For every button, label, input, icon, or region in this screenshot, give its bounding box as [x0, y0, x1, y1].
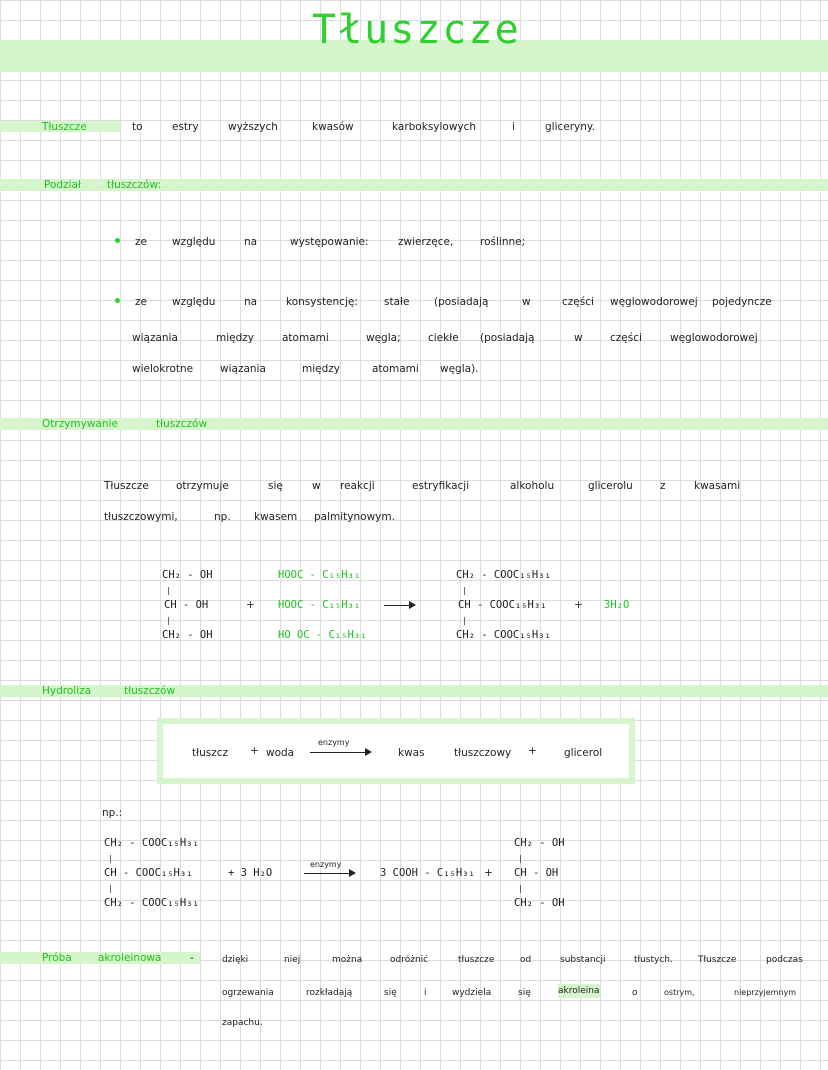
bullet2-word: węglowodorowej — [670, 332, 758, 344]
scheme-word: woda — [266, 747, 295, 759]
proba-heading: Próba — [42, 952, 72, 964]
bond-mark: | — [462, 586, 467, 595]
hydroliza-heading: Hydroliza — [42, 685, 92, 697]
page-title: Tłuszcze — [312, 7, 521, 53]
bullet2-word: węglowodorowej — [610, 296, 698, 308]
bullet2-word: atomami — [282, 332, 329, 344]
otrzymywanie-word: kwasami — [694, 480, 741, 492]
reaction-formula: CH₂ - OH — [514, 897, 565, 909]
proba-word: dzięki — [222, 955, 249, 965]
bullet2-word: węgla). — [440, 363, 479, 375]
proba-word: nieprzyjemnym — [734, 988, 797, 997]
otrzymywanie-heading: Otrzymywanie — [42, 418, 118, 430]
bullet2-word: atomami — [372, 363, 419, 375]
proba-word: się — [384, 988, 397, 998]
reaction-arrow — [384, 605, 414, 606]
bullet2-word: (posiadają — [434, 296, 489, 308]
otrzymywanie-word: z — [660, 480, 666, 492]
bond-mark: | — [166, 616, 171, 625]
hydroliza-heading-2: tłuszczów — [124, 685, 176, 697]
water-product: 3H₂O — [604, 599, 630, 611]
reaction-formula: CH₂ - COOC₁₅H₃₁ — [104, 837, 199, 849]
bullet1-word: ze — [135, 236, 147, 248]
otrzymywanie-band — [0, 418, 828, 430]
otrzymywanie-word: palmitynowym. — [314, 511, 395, 523]
otrzymywanie-word: reakcji — [340, 480, 375, 492]
definition-word: to — [132, 121, 143, 133]
plus-sign: + — [250, 745, 259, 757]
bullet2-word: konsystencję: — [286, 296, 358, 308]
proba-word: zapachu. — [222, 1018, 263, 1028]
bullet2-word: stałe — [384, 296, 410, 308]
bond-mark: | — [518, 884, 523, 893]
reaction-formula: 3 COOH - C₁₅H₃₁ — [380, 867, 475, 879]
reaction-formula: CH - COOC₁₅H₃₁ — [104, 867, 193, 879]
bullet-dot — [115, 238, 120, 243]
proba-word: o — [632, 988, 638, 998]
plus-sign: + — [528, 745, 537, 757]
reaction-formula: HOOC - C₁₅H₃₁ — [278, 569, 361, 581]
proba-heading-2: akroleinowa — [98, 952, 162, 964]
bullet2-word: między — [216, 332, 254, 344]
otrzymywanie-word: tłuszczowymi, — [104, 511, 178, 523]
plus-sign: + — [246, 599, 255, 611]
reaction-arrow — [304, 873, 354, 874]
bullet2-word: węgla; — [366, 332, 401, 344]
proba-word: i — [424, 988, 427, 998]
reaction-formula: HOOC - C₁₅H₃₁ — [278, 599, 361, 611]
bullet2-word: części — [562, 296, 594, 308]
plus-sign: + — [484, 867, 493, 879]
scheme-word: glicerol — [564, 747, 603, 759]
reaction-formula: CH - OH — [164, 599, 209, 611]
bullet2-word: między — [302, 363, 340, 375]
proba-word: ogrzewania — [222, 988, 274, 998]
proba-word: od — [520, 955, 532, 965]
bullet2-word: na — [244, 296, 258, 308]
proba-word: substancji — [560, 955, 606, 965]
bullet2-word: w — [522, 296, 531, 308]
scheme-word: kwas — [398, 747, 425, 759]
bullet2-word: wielokrotne — [132, 363, 194, 375]
scheme-arrow — [310, 752, 370, 753]
otrzymywanie-word: estryfikacji — [412, 480, 470, 492]
arrow-label: enzymy — [310, 860, 342, 869]
dash: - — [190, 952, 194, 964]
water-reactant: + 3 H₂O — [228, 867, 273, 879]
bullet2-word: względu — [172, 296, 216, 308]
podzial-heading-2: tłuszczów: — [107, 179, 161, 191]
otrzymywanie-heading-2: tłuszczów — [156, 418, 208, 430]
arrow-label: enzymy — [318, 738, 350, 747]
bullet2-word: ze — [135, 296, 147, 308]
scheme-word: tłuszczowy — [454, 747, 512, 759]
proba-word: ostrym, — [664, 988, 695, 997]
bullet2-word: pojedyncze — [712, 296, 772, 308]
bullet2-word: w — [574, 332, 583, 344]
reaction-formula: CH₂ - OH — [162, 629, 213, 641]
bullet2-word: wiązania — [220, 363, 266, 375]
otrzymywanie-word: kwasem — [254, 511, 298, 523]
reaction-formula: HO OC - C₁₅H₃₁ — [278, 629, 367, 641]
bullet-dot — [115, 298, 120, 303]
definition-word: i — [512, 121, 515, 133]
definition-word: kwasów — [312, 121, 354, 133]
otrzymywanie-word: otrzymuje — [176, 480, 229, 492]
reaction-formula: CH₂ - COOC₁₅H₃₁ — [104, 897, 199, 909]
proba-word: tłuszcze — [458, 955, 495, 965]
proba-word: Tłuszcze — [698, 955, 737, 965]
bond-mark: | — [166, 586, 171, 595]
otrzymywanie-word: w — [312, 480, 321, 492]
bullet1-word: na — [244, 236, 258, 248]
otrzymywanie-word: alkoholu — [510, 480, 555, 492]
proba-word: się — [518, 988, 531, 998]
bond-mark: | — [108, 884, 113, 893]
bond-mark: | — [518, 854, 523, 863]
definition-word: karboksylowych — [392, 121, 477, 133]
definition-word: estry — [172, 121, 199, 133]
bullet1-word: występowanie: — [290, 236, 369, 248]
reaction-formula: CH₂ - COOC₁₅H₃₁ — [456, 569, 551, 581]
otrzymywanie-word: się — [268, 480, 283, 492]
proba-word: podczas — [766, 955, 803, 965]
bullet1-word: roślinne; — [480, 236, 526, 248]
bullet2-word: (posiadają — [480, 332, 535, 344]
proba-word: wydziela — [452, 988, 492, 998]
bond-mark: | — [108, 854, 113, 863]
scheme-word: tłuszcz — [192, 747, 229, 759]
bullet2-word: ciekłe — [428, 332, 459, 344]
proba-word: rozkładają — [306, 988, 353, 998]
plus-sign: + — [574, 599, 583, 611]
bullet2-word: części — [610, 332, 642, 344]
otrzymywanie-word: Tłuszcze — [104, 480, 149, 492]
proba-word: niej — [284, 955, 301, 965]
otrzymywanie-word: glicerolu — [588, 480, 633, 492]
bullet1-word: względu — [172, 236, 216, 248]
definition-word: gliceryny. — [545, 121, 595, 133]
reaction-formula: CH₂ - OH — [514, 837, 565, 849]
bullet2-word: wiązania — [132, 332, 178, 344]
reaction-formula: CH - COOC₁₅H₃₁ — [458, 599, 547, 611]
example-label: np.: — [102, 807, 123, 819]
reaction-formula: CH₂ - OH — [162, 569, 213, 581]
definition-term: Tłuszcze — [42, 121, 87, 133]
definition-word: wyższych — [228, 121, 278, 133]
proba-word: tłustych. — [634, 955, 673, 965]
proba-word: akroleina — [558, 986, 600, 996]
proba-word: odróżnić — [390, 955, 429, 965]
bond-mark: | — [462, 616, 467, 625]
proba-word: można — [332, 955, 363, 965]
reaction-formula: CH₂ - COOC₁₅H₃₁ — [456, 629, 551, 641]
podzial-heading: Podział — [44, 179, 81, 191]
reaction-formula: CH - OH — [514, 867, 559, 879]
otrzymywanie-word: np. — [214, 511, 231, 523]
bullet1-word: zwierzęce, — [398, 236, 454, 248]
